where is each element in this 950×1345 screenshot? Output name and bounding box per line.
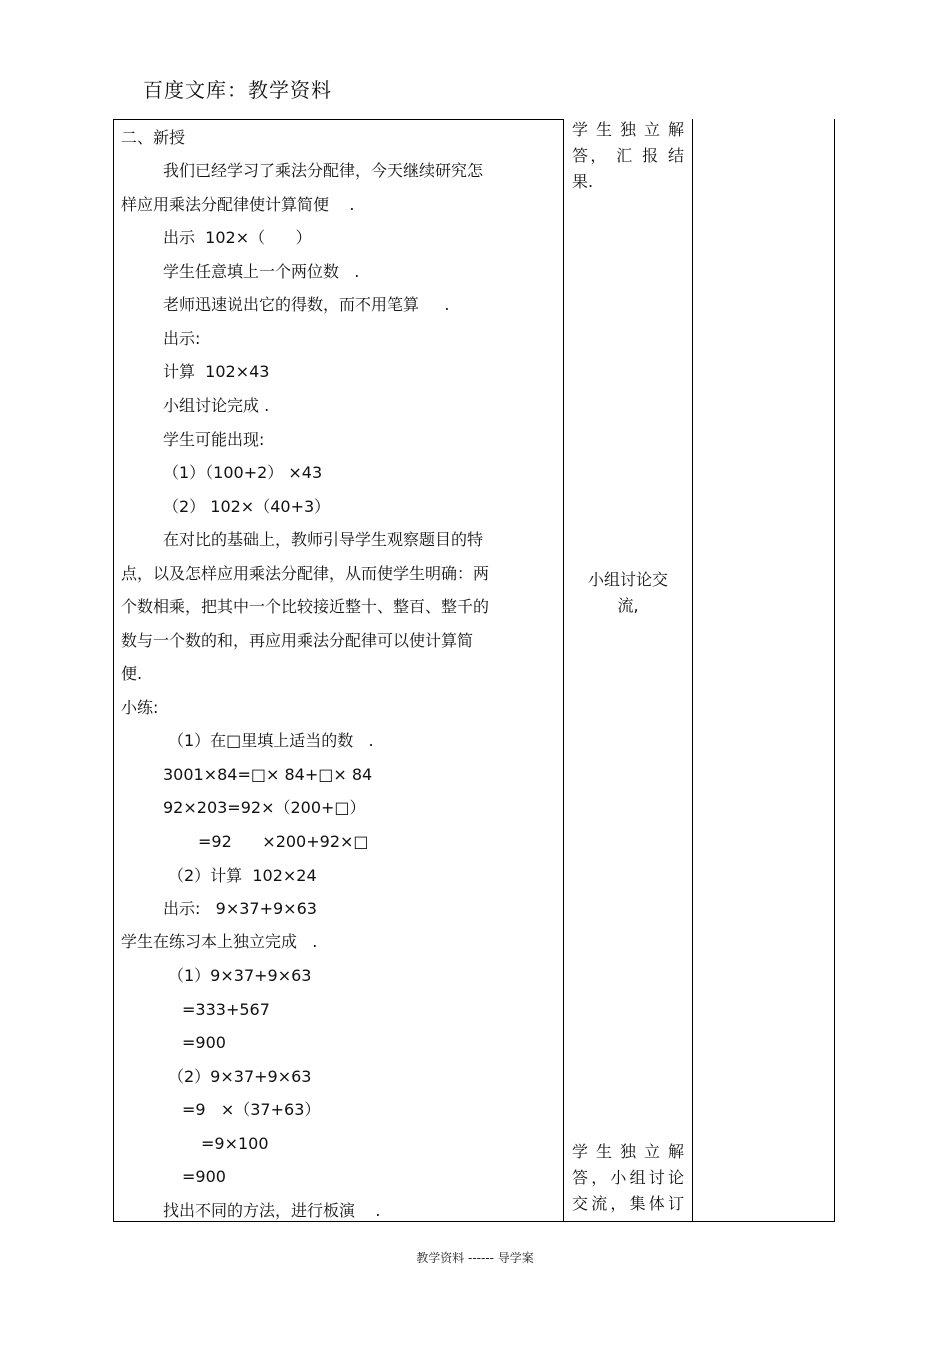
text-line: （1）在□里填上适当的数 . [168,731,374,750]
text-line: 计算 102×43 [163,362,270,381]
text-line: =9 ×（37+63） [182,1100,321,1119]
text-line: 出示: 9×37+9×63 [163,899,317,918]
text-line: 小组讨论完成 . [163,396,270,415]
text-line: （1）9×37+9×63 [168,966,312,985]
text-line: 我们已经学习了乘法分配律，今天继续研究怎 [163,161,484,180]
text-line: 92×203=92×（200+□） [163,798,366,817]
text-line: 找出不同的方法，进行板演 . [163,1201,381,1220]
student-activity-note-1: 学 生 独 立 解 答， 汇 报 结 果. [572,120,684,191]
text-line: （2） 102×（40+3） [163,497,331,516]
text-line: =92 ×200+92×□ [198,832,369,851]
text-line: 出示: [163,329,201,348]
table-divider-2 [692,119,693,1222]
text-line: 数与一个数的和，再应用乘法分配律可以使计算简 [121,631,474,650]
table-divider-1 [563,119,564,1222]
text-line: 便. [121,664,143,683]
text-line: 3001×84=□× 84+□× 84 [163,765,373,784]
table-border-left [113,119,114,1222]
lesson-table [113,119,835,1222]
text-line: （2）计算 102×24 [168,866,317,885]
text-line: =900 [182,1167,226,1186]
text-line: 小练: [121,698,159,717]
text-line: 出示 102×（ ） [163,228,312,247]
text-line: 在对比的基础上，教师引导学生观察题目的特 [163,530,484,549]
page-header: 百度文库：教学资料 [143,78,332,102]
table-border-right [834,119,835,1222]
text-line: =9×100 [201,1134,269,1153]
text-line: 老师迅速说出它的得数，而不用笔算 . [163,295,450,314]
table-border-bottom [113,1221,835,1222]
text-line: =900 [182,1033,226,1052]
text-line: （1）（100+2） ×43 [163,463,323,482]
student-activity-note-2: 小组讨论交 流, [587,570,668,615]
text-line: 学生任意填上一个两位数 . [163,262,360,281]
text-line: 学生可能出现: [163,430,265,449]
text-line: （2）9×37+9×63 [168,1067,312,1086]
text-line: 个数相乘，把其中一个比较接近整十、整百、整千的 [121,597,490,616]
student-activity-note-3: 学 生 独 立 解 答，小组讨论 交流，集体订 [572,1142,684,1213]
text-line: 点，以及怎样应用乘法分配律，从而使学生明确：两 [121,564,490,583]
text-line: 样应用乘法分配律使计算简便 . [121,195,355,214]
table-border-top [113,119,564,120]
text-line: 学生在练习本上独立完成 . [121,932,318,951]
text-line: =333+567 [182,1000,270,1019]
page-footer: 教学资料 ------ 导学案 [416,1251,534,1265]
text-line: 二、新授 [121,128,186,147]
